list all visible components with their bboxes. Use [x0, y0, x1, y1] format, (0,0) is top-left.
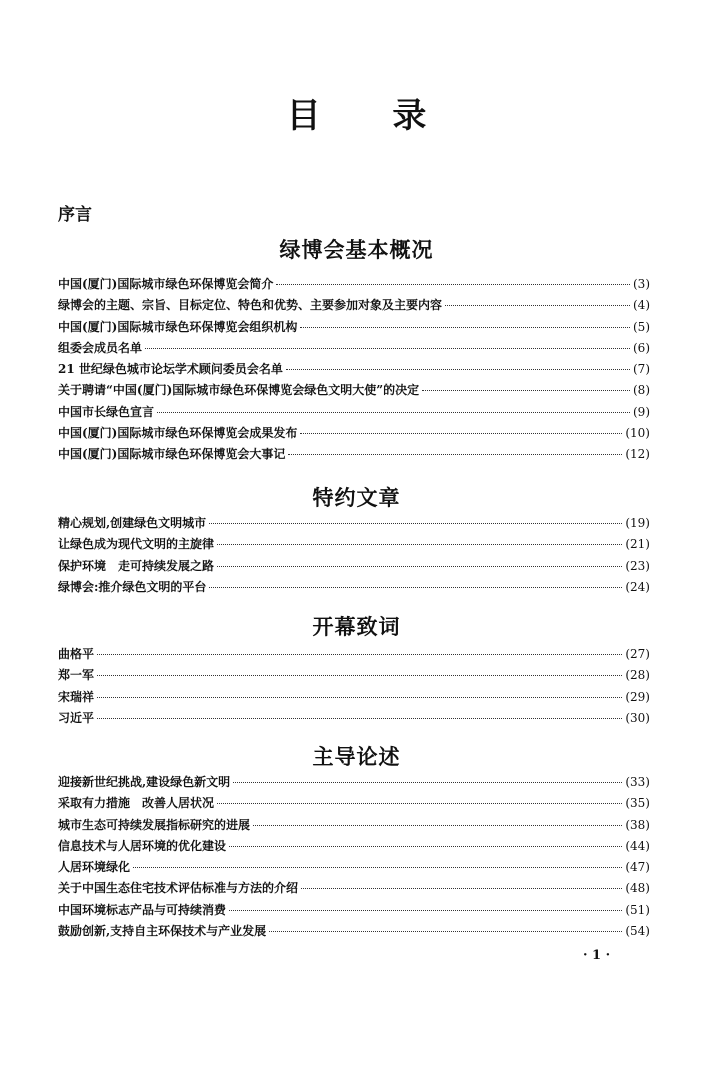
- dot-leader: [286, 369, 630, 370]
- toc-entry[interactable]: [58, 534, 650, 555]
- toc-entry-page: (7): [633, 362, 650, 377]
- section-heading: 主导论述: [312, 745, 401, 769]
- toc-entry-title: 采取有力措施 改善人居状况: [58, 796, 215, 811]
- toc-entry[interactable]: [58, 857, 650, 878]
- section-heading: 特约文章: [312, 486, 401, 510]
- toc-entry-page: (54): [625, 924, 650, 939]
- toc-entry[interactable]: [58, 900, 650, 921]
- dot-leader: [217, 566, 622, 567]
- toc-entry[interactable]: [58, 687, 650, 708]
- toc-entry[interactable]: [58, 402, 650, 423]
- toc-entry-title: 让绿色成为现代文明的主旋律: [58, 537, 215, 552]
- toc-entry-title: 迎接新世纪挑战,建设绿色新文明: [58, 775, 231, 789]
- dot-leader: [300, 327, 630, 328]
- toc-entry[interactable]: [58, 513, 650, 534]
- toc-entry-title: 绿博会的主题、宗旨、目标定位、特色和优势、主要参加对象及主要内容: [58, 298, 443, 313]
- dot-leader: [97, 718, 622, 719]
- toc-entry-page: (28): [625, 668, 650, 683]
- toc-entry-title: 绿博会:推介绿色文明的平台: [58, 579, 207, 594]
- toc-entry[interactable]: [58, 274, 650, 295]
- toc-entry-title: 曲格平: [58, 647, 95, 661]
- toc-entry[interactable]: [58, 444, 650, 465]
- toc-entry-title: 中国(厦门)国际城市绿色环保博览会大事记: [58, 447, 286, 462]
- toc-entry-page: (5): [633, 319, 650, 334]
- toc-entry[interactable]: [58, 423, 650, 444]
- toc-entry[interactable]: [58, 665, 650, 686]
- toc-entry-title: 21 世纪绿色城市论坛学术顾问委员会名单: [58, 362, 283, 377]
- dot-leader: [288, 454, 622, 455]
- toc-entry-title: 中国环境标志产品与可持续消费: [58, 902, 227, 917]
- dot-leader: [276, 284, 630, 285]
- toc-entry[interactable]: [58, 921, 650, 942]
- toc-entry-page: (51): [625, 902, 650, 917]
- toc-entry-page: (21): [625, 537, 650, 552]
- toc-entry-page: (3): [633, 277, 650, 291]
- toc-entry-title: 鼓励创新,支持自主环保技术与产业发展: [58, 924, 267, 939]
- toc-entry-title: 人居环境绿化: [58, 860, 131, 875]
- toc-entry-page: (27): [625, 647, 650, 661]
- section-heading: 开幕致词: [312, 615, 401, 639]
- toc-entry-page: (35): [625, 796, 650, 811]
- toc-entry-page: (12): [625, 447, 650, 462]
- toc-entry-page: (9): [633, 404, 650, 419]
- toc-entry[interactable]: [58, 708, 650, 729]
- dot-leader: [217, 803, 622, 804]
- toc-list: [58, 644, 650, 729]
- toc-entry[interactable]: [58, 338, 650, 359]
- dot-leader: [157, 412, 630, 413]
- toc-entry[interactable]: [58, 793, 650, 814]
- toc-entry[interactable]: [58, 317, 650, 338]
- dot-leader: [300, 433, 622, 434]
- toc-entry-title: 郑一军: [58, 668, 95, 683]
- dot-leader: [445, 305, 630, 306]
- toc-entry[interactable]: [58, 815, 650, 836]
- toc-entry-page: (6): [633, 340, 650, 355]
- dot-leader: [217, 544, 622, 545]
- dot-leader: [229, 846, 622, 847]
- toc-entry-title: 中国(厦门)国际城市绿色环保博览会成果发布: [58, 426, 298, 441]
- toc-entry-page: (24): [625, 579, 650, 594]
- page-number: · 1 ·: [583, 948, 611, 963]
- dot-leader: [97, 675, 622, 676]
- toc-entry[interactable]: [58, 295, 650, 316]
- toc-entry-title: 保护环境 走可持续发展之路: [58, 558, 215, 573]
- dot-leader: [269, 931, 622, 932]
- toc-list: [58, 772, 650, 942]
- toc-entry-title: 宋瑞祥: [58, 689, 95, 704]
- toc-entry-title: 关于中国生态住宅技术评估标准与方法的介绍: [58, 881, 299, 896]
- dot-leader: [301, 888, 622, 889]
- toc-list: [58, 274, 650, 466]
- toc-entry-title: 城市生态可持续发展指标研究的进展: [58, 817, 251, 832]
- toc-entry-page: (47): [625, 860, 650, 875]
- toc-entry[interactable]: [58, 577, 650, 598]
- dot-leader: [97, 697, 622, 698]
- dot-leader: [97, 654, 622, 655]
- toc-entry-page: (48): [625, 881, 650, 896]
- section-heading: 绿博会基本概况: [279, 238, 434, 262]
- toc-entry-page: (29): [625, 689, 650, 704]
- dot-leader: [233, 782, 622, 783]
- toc-entry-page: (4): [633, 298, 650, 313]
- toc-entry[interactable]: [58, 380, 650, 401]
- toc-entry-title: 信息技术与人居环境的优化建设: [58, 838, 227, 853]
- toc-entry[interactable]: [58, 878, 650, 899]
- toc-entry-title: 习近平: [58, 710, 95, 725]
- toc-entry-title: 精心规划,创建绿色文明城市: [58, 516, 207, 530]
- toc-entry-page: (38): [625, 817, 650, 832]
- toc-entry-title: 中国(厦门)国际城市绿色环保博览会简介: [58, 277, 274, 291]
- toc-entry-page: (19): [625, 516, 650, 530]
- toc-entry[interactable]: [58, 556, 650, 577]
- toc-entry-page: (30): [625, 710, 650, 725]
- preface-heading: 序言: [58, 205, 92, 225]
- dot-leader: [209, 587, 622, 588]
- toc-list: [58, 513, 650, 598]
- page-title: 目 录: [286, 96, 457, 136]
- toc-entry-page: (8): [633, 383, 650, 398]
- dot-leader: [253, 825, 622, 826]
- dot-leader: [133, 867, 622, 868]
- toc-entry[interactable]: [58, 772, 650, 793]
- toc-entry[interactable]: [58, 644, 650, 665]
- toc-entry-page: (44): [625, 838, 650, 853]
- toc-entry-title: 中国市长绿色宣言: [58, 404, 155, 419]
- toc-entry-title: 中国(厦门)国际城市绿色环保博览会组织机构: [58, 319, 298, 334]
- dot-leader: [209, 523, 622, 524]
- toc-entry-title: 组委会成员名单: [58, 340, 143, 355]
- toc-entry-page: (10): [625, 426, 650, 441]
- toc-entry[interactable]: [58, 836, 650, 857]
- toc-entry[interactable]: [58, 359, 650, 380]
- toc-entry-page: (23): [625, 558, 650, 573]
- toc-entry-title: 关于聘请“中国(厦门)国际城市绿色环保博览会绿色文明大使”的决定: [58, 383, 420, 398]
- dot-leader: [145, 348, 630, 349]
- dot-leader: [422, 390, 630, 391]
- dot-leader: [229, 910, 622, 911]
- toc-entry-page: (33): [625, 775, 650, 789]
